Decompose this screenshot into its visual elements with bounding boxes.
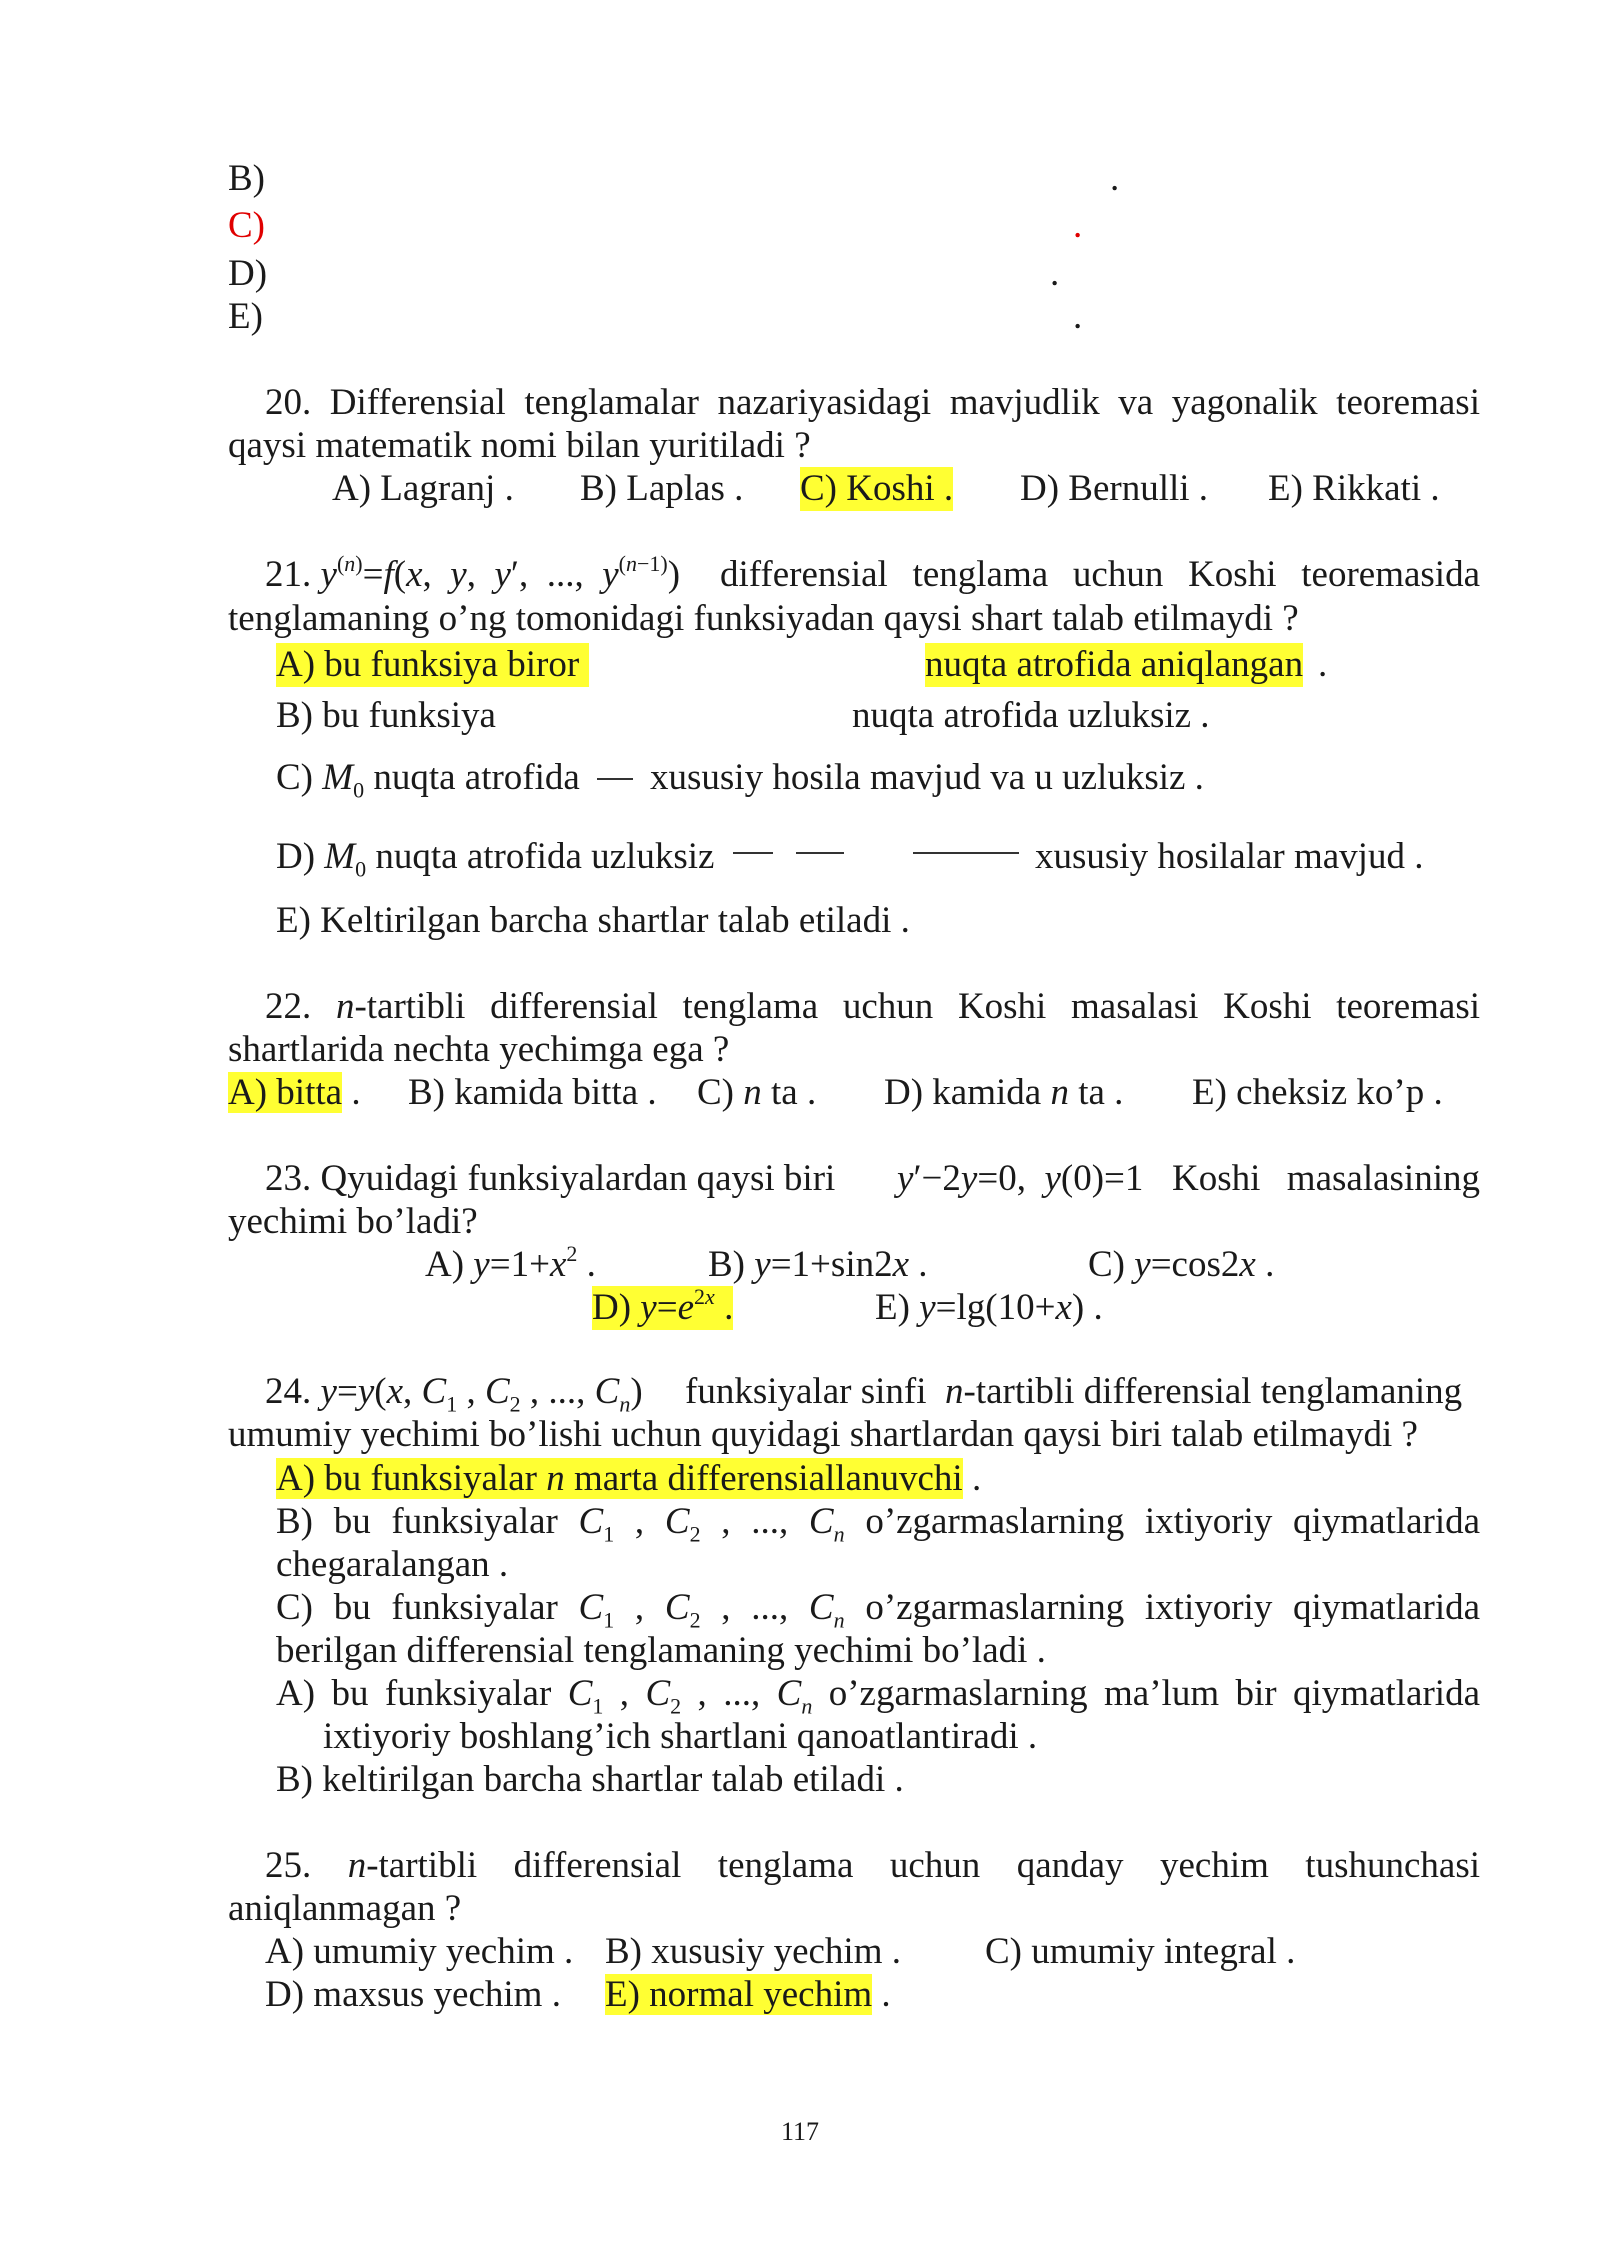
q21-option-d-right: xususiy hosilalar mavjud . bbox=[1035, 836, 1424, 877]
q21-option-c-left: C) $M_0$ nuqta atrofida bbox=[276, 757, 580, 803]
q23-text-line2: yechimi bo’ladi? bbox=[228, 1201, 478, 1242]
prev-option-c-dot: . bbox=[1073, 205, 1083, 246]
q22-option-d: D) kamida n ta . bbox=[884, 1072, 1124, 1113]
q24-option-a-wrap: A) bu funksiyalar n marta differensiallanuvchi . bbox=[276, 1458, 982, 1499]
q20-option-b: B) Laplas . bbox=[580, 468, 744, 509]
q21-option-d-fraction-bar-1 bbox=[733, 852, 773, 854]
q22-option-a-correct: A) bitta bbox=[228, 1072, 343, 1113]
page-number: 117 bbox=[780, 2117, 820, 2146]
q21-text-line1: differensial tenglama uchun Koshi teoremasida bbox=[720, 554, 1480, 595]
q21-number: 21. bbox=[265, 554, 312, 595]
q24-option-b-line2: chegaralangan . bbox=[276, 1544, 509, 1585]
prev-option-b: B) bbox=[228, 158, 265, 199]
q21-number-formula: 21. $y^{(n)}=f(x$, y, y′, ..., $y^{(n-1)}$) bbox=[265, 550, 681, 595]
q24-text-line1-tail: n-tartibli differensial tenglamaning bbox=[945, 1371, 1463, 1412]
q20-text-line2: qaysi matematik nomi bilan yuritiladi ? bbox=[228, 425, 811, 466]
q24-option-b-line1: B) bu funksiyalar $C_1$ , $C_2$ , ..., $C_n$ o’zgarmaslarning ixtiyoriy qiymatlarida bbox=[276, 1501, 1481, 1547]
q20-option-c-correct: C) Koshi . bbox=[800, 468, 954, 509]
q22-text-line1: 22. n-tartibli differensial tenglama uchun Koshi masalasi Koshi teoremasi bbox=[265, 986, 1481, 1027]
q21-option-e: E) Keltirilgan barcha shartlar talab etiladi . bbox=[276, 900, 910, 941]
q23-option-d-correct: D) $y=e^{2x}$ . bbox=[592, 1283, 734, 1328]
q21-option-a-left: A) bu funksiya biror bbox=[276, 643, 589, 687]
q21-option-b-right: nuqta atrofida uzluksiz . bbox=[852, 695, 1210, 736]
q24-option-d-line2: ixtiyoriy boshlang’ich shartlani qanoatlantiradi . bbox=[323, 1716, 1038, 1757]
q21-option-c-right: xususiy hosila mavjud va u uzluksiz . bbox=[650, 757, 1204, 798]
q25-option-a: A) umumiy yechim . bbox=[265, 1931, 574, 1972]
q21-text-line2: tenglamaning o’ng tomonidagi funksiyadan qaysi shart talab etilmaydi ? bbox=[228, 598, 1299, 639]
q23-option-b: B) y=1+sin2x . bbox=[708, 1244, 928, 1285]
q24-option-c-line1: C) bu funksiyalar $C_1$ , $C_2$ , ..., $C_n$ o’zgarmaslarning ixtiyoriy qiymatlarida bbox=[276, 1587, 1481, 1633]
q24-option-d-line1: A) bu funksiyalar $C_1$ , $C_2$ , ..., $C_n$ o’zgarmaslarning ma’lum bir qiymatlarida bbox=[276, 1673, 1480, 1719]
q24-text-line1-rest: funksiyalar sinfi bbox=[685, 1371, 927, 1412]
q24-number: 24. bbox=[265, 1371, 312, 1412]
q22-option-a-wrap: A) bitta . bbox=[228, 1072, 361, 1113]
q23-initial-condition: y′−2y=0, y(0)=1 bbox=[897, 1158, 1144, 1199]
q20-option-e: E) Rikkati . bbox=[1268, 468, 1440, 509]
q23-text-line1-post: Koshi masalasining bbox=[1172, 1158, 1480, 1199]
q20-option-a: A) Lagranj . bbox=[332, 468, 514, 509]
q24-option-a-correct: A) bu funksiyalar n marta differensiallanuvchi bbox=[276, 1458, 963, 1499]
q22-text-line2: shartlarida nechta yechimga ega ? bbox=[228, 1029, 730, 1070]
q23-text-line1-pre: 23. Qyuidagi funksiyalardan qaysi biri bbox=[265, 1158, 836, 1199]
q22-option-c: C) n ta . bbox=[697, 1072, 817, 1113]
q22-option-b: B) kamida bitta . bbox=[408, 1072, 657, 1113]
q23-option-a: A) $y=1+x^2$ . bbox=[425, 1240, 596, 1285]
q25-option-b: B) xususiy yechim . bbox=[605, 1931, 901, 1972]
q21-option-a-right: nuqta atrofida aniqlangan bbox=[925, 644, 1304, 685]
q25-option-d: D) maxsus yechim . bbox=[265, 1974, 561, 2015]
q20-option-d: D) Bernulli . bbox=[1020, 468, 1209, 509]
q24-option-e: B) keltirilgan barcha shartlar talab etiladi . bbox=[276, 1759, 904, 1800]
prev-option-c: C) bbox=[228, 205, 265, 246]
q23-option-e: E) y=lg(10+x) . bbox=[875, 1287, 1103, 1328]
q22-option-e: E) cheksiz ko’p . bbox=[1192, 1072, 1443, 1113]
q25-option-e-wrap: E) normal yechim . bbox=[605, 1974, 891, 2015]
prev-option-d: D) bbox=[228, 253, 268, 294]
q24-text-line2: umumiy yechimi bo’lishi uchun quyidagi shartlardan qaysi biri talab etilmaydi ? bbox=[228, 1414, 1418, 1455]
q21-option-b-left: B) bu funksiya bbox=[276, 695, 496, 736]
q24-number-formula: 24. y=y(x, $C_1$ , $C_2$ , ..., $C_n$) bbox=[265, 1371, 643, 1417]
q20-text-line1: 20. Differensial tenglamalar nazariyasidagi mavjudlik va yagonalik teoremasi bbox=[265, 382, 1480, 423]
q21-option-d-fraction-bar-3 bbox=[913, 852, 1019, 854]
prev-option-e: E) bbox=[228, 296, 263, 337]
q25-text-line1: 25. n-tartibli differensial tenglama uchun qanday yechim tushunchasi bbox=[265, 1845, 1481, 1886]
prev-option-d-dot: . bbox=[1050, 253, 1060, 294]
q25-option-c: C) umumiy integral . bbox=[985, 1931, 1296, 1972]
prev-option-b-dot: . bbox=[1110, 158, 1120, 199]
q23-option-c: C) y=cos2x . bbox=[1088, 1244, 1275, 1285]
q21-option-d-fraction-bar-2 bbox=[796, 852, 844, 854]
prev-option-e-dot: . bbox=[1073, 296, 1083, 337]
q21-option-d-left: D) $M_0$ nuqta atrofida uzluksiz bbox=[276, 836, 715, 882]
q24-option-c-line2: berilgan differensial tenglamaning yechimi bo’ladi . bbox=[276, 1630, 1046, 1671]
q21-option-c-fraction-bar bbox=[597, 778, 633, 780]
q25-text-line2: aniqlanmagan ? bbox=[228, 1888, 462, 1929]
q25-option-e-correct: E) normal yechim bbox=[605, 1974, 873, 2015]
q21-option-a-dot: . bbox=[1318, 644, 1328, 685]
